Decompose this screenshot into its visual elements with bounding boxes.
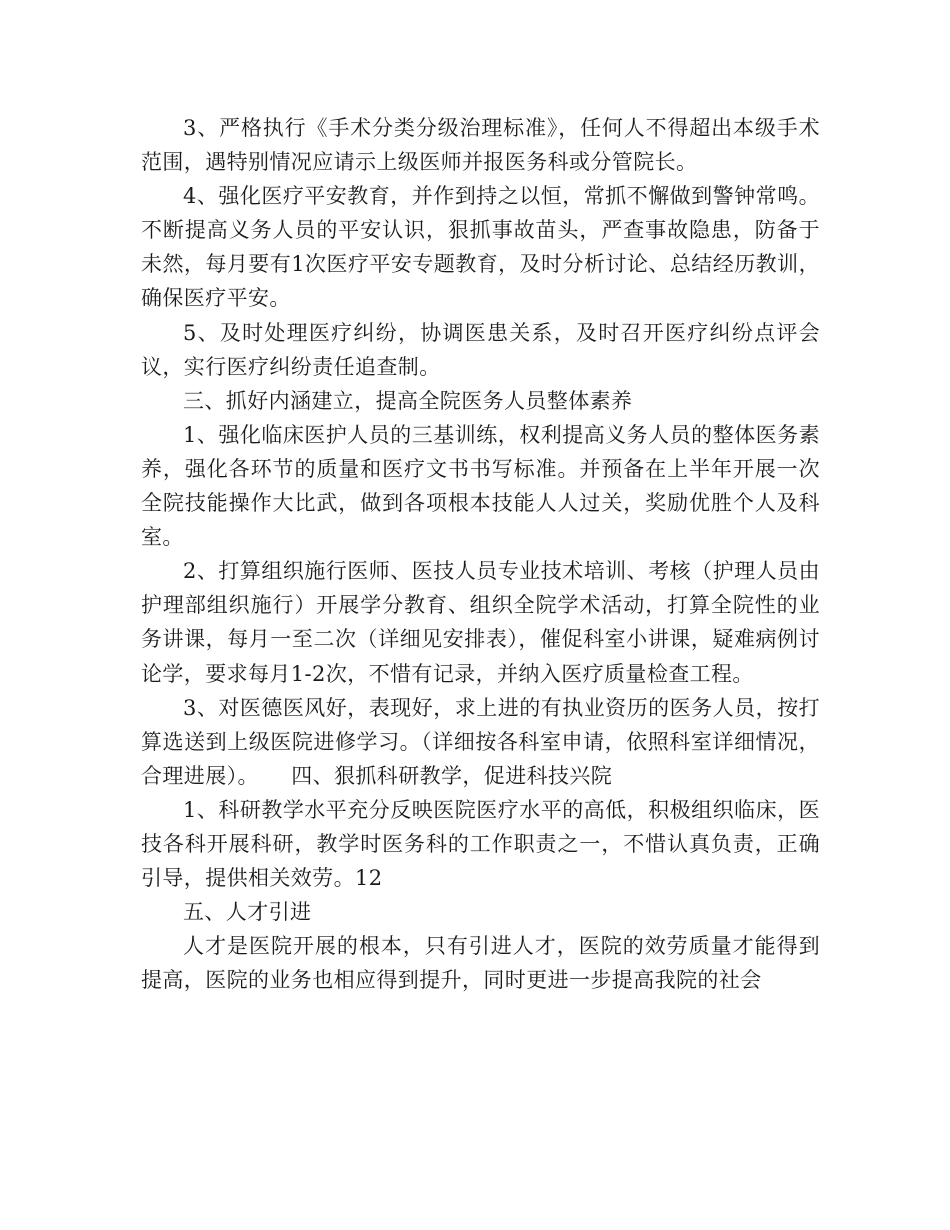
paragraph-safety-education: 4、强化医疗平安教育，并作到持之以恒，常抓不懈做到警钟常鸣。不断提高义务人员的平安认识，狠抓事故苗头，严查事故隐患，防备于未然，每月要有1次医疗平安专题教育，及时分析讨论、总结经历教训，确保医疗平安。	[141, 184, 820, 311]
paragraph-talent-introduction: 人才是医院开展的根本，只有引进人才，医院的效劳质量才能得到提高，医院的业务也相应得到提升，同时更进一步提高我院的社会	[141, 934, 820, 993]
section-heading-staff-quality: 三、抓好内涵建立，提高全院医务人员整体素养	[183, 388, 633, 413]
paragraph-research-teaching: 1、科研教学水平充分反映医院医疗水平的高低，积极组织临床，医技各科开展科研，教学时医务科的工作职责之一，不惜认真负责，正确引导，提供相关效劳。12	[141, 797, 820, 891]
paragraph-medical-disputes: 5、及时处理医疗纠纷，协调医患关系，及时召开医疗纠纷点评会议，实行医疗纠纷责任追查制。	[141, 320, 820, 379]
section-heading-talent: 五、人才引进	[183, 900, 312, 925]
paragraph-professional-training: 2、打算组织施行医师、医技人员专业技术培训、考核（护理人员由护理部组织施行）开展学分教育、组织全院学术活动，打算全院性的业务讲课，每月一至二次（详细见安排表），催促科室小讲课，疑难病例讨论学，要求每月1-2次，不惜有记录，并纳入医疗质量检查工程。	[141, 559, 820, 686]
paragraph-advanced-study: 3、对医德医风好，表现好，求上进的有执业资历的医务人员，按打算选送到上级医院进修学习。（详细按各科室申请，依照科室详细情况，合理进展）。 四、狠抓科研教学，促进科技兴院	[141, 695, 820, 788]
paragraph-surgery-classification: 3、严格执行《手术分类分级治理标准》，任何人不得超出本级手术范围，遇特别情况应请示上级医师并报医务科或分管院长。	[141, 116, 820, 175]
paragraph-basic-training: 1、强化临床医护人员的三基训练，权利提高义务人员的整体医务素养，强化各环节的质量和医疗文书书写标准。并预备在上半年开展一次全院技能操作大比武，做到各项根本技能人人过关，奖励优胜个人及科室。	[141, 422, 820, 550]
